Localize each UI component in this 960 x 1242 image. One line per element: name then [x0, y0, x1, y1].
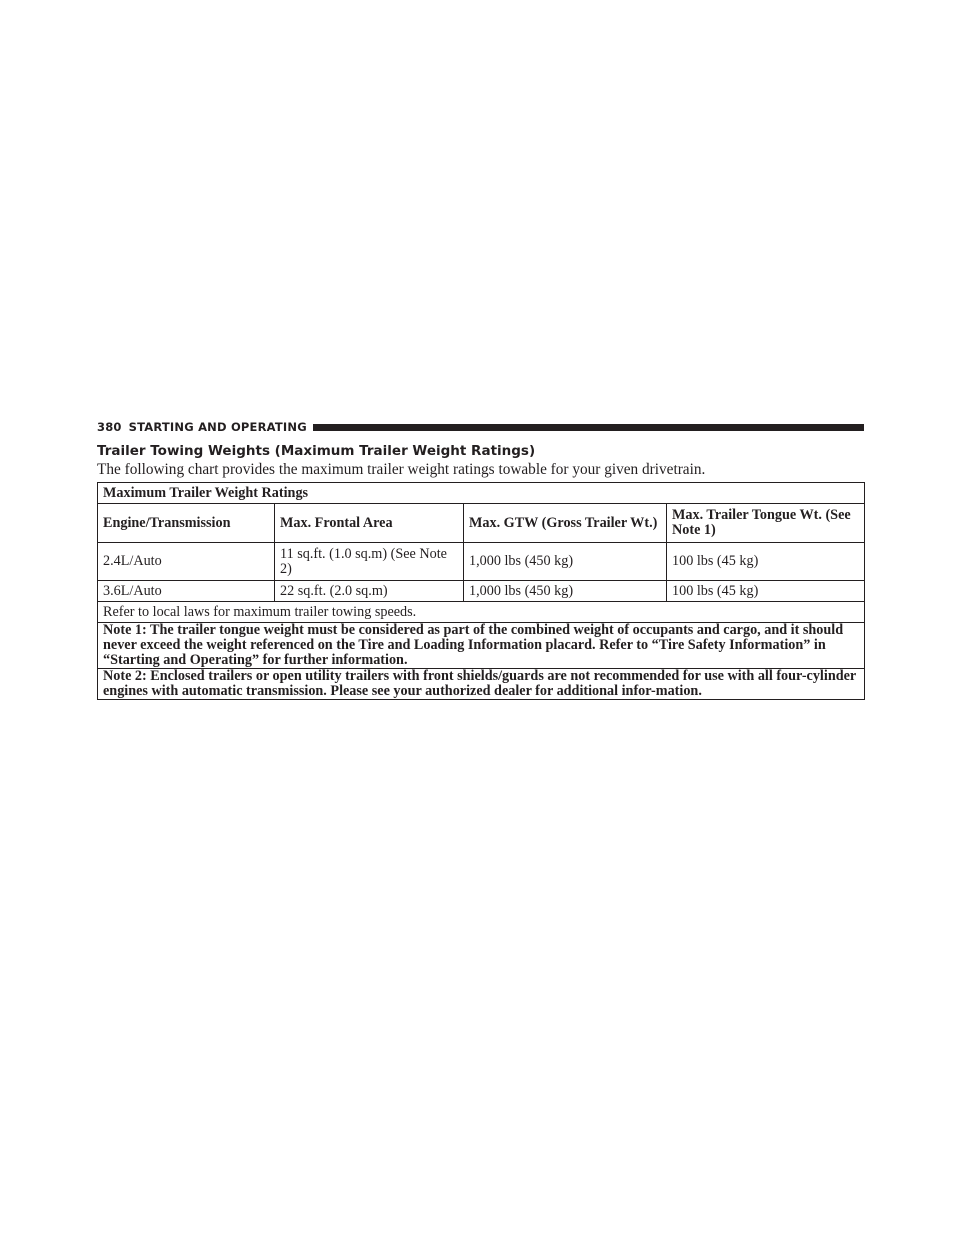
- note-2-row: [98, 669, 865, 700]
- table-header-row: [98, 504, 865, 543]
- column-header-frontal-area: Max. Frontal Area: [275, 504, 464, 543]
- trailer-weight-ratings-table: [97, 482, 865, 700]
- section-title: Trailer Towing Weights (Maximum Trailer Weight Ratings): [97, 443, 536, 459]
- table-cell: 3.6L/Auto: [98, 581, 275, 602]
- intro-paragraph: The following chart provides the maximum trailer weight ratings towable for your given drivetrain.: [97, 461, 706, 478]
- table-caption-row: [98, 483, 865, 504]
- note-1: Note 1: The trailer tongue weight must be considered as part of the combined weight of occupants and cargo, and it should never exceed the weight referenced on the Tire and Loading Information placard. Refer to “Tire Safety Information” in “Starting and Operating” for further information.: [98, 623, 865, 669]
- page-header: [97, 419, 864, 435]
- towing-speed-row: [98, 602, 865, 623]
- table-cell: 100 lbs (45 kg): [667, 543, 865, 581]
- table-cell: 2.4L/Auto: [98, 543, 275, 581]
- column-header-gtw: Max. GTW (Gross Trailer Wt.): [464, 504, 667, 543]
- table-cell: 100 lbs (45 kg): [667, 581, 865, 602]
- table-row: [98, 581, 865, 602]
- table-cell: 1,000 lbs (450 kg): [464, 543, 667, 581]
- table-cell: 11 sq.ft. (1.0 sq.m) (See Note 2): [275, 543, 464, 581]
- running-section-name: STARTING AND OPERATING: [128, 420, 307, 434]
- table-cell: 1,000 lbs (450 kg): [464, 581, 667, 602]
- column-header-tongue-weight: Max. Trailer Tongue Wt. (See Note 1): [667, 504, 865, 543]
- page-number: 380: [97, 420, 122, 434]
- note-2: Note 2: Enclosed trailers or open utility trailers with front shields/guards are not recommended for use with all four-cylinder engines with automatic transmission. Please see your authorized dealer for additional infor-mation.: [98, 669, 865, 700]
- table-caption: Maximum Trailer Weight Ratings: [98, 483, 865, 504]
- column-header-engine: Engine/Transmission: [98, 504, 275, 543]
- table-row: [98, 543, 865, 581]
- towing-speed-note: Refer to local laws for maximum trailer towing speeds.: [98, 602, 865, 623]
- table-cell: 22 sq.ft. (2.0 sq.m): [275, 581, 464, 602]
- note-1-row: [98, 623, 865, 669]
- header-rule: [313, 424, 864, 431]
